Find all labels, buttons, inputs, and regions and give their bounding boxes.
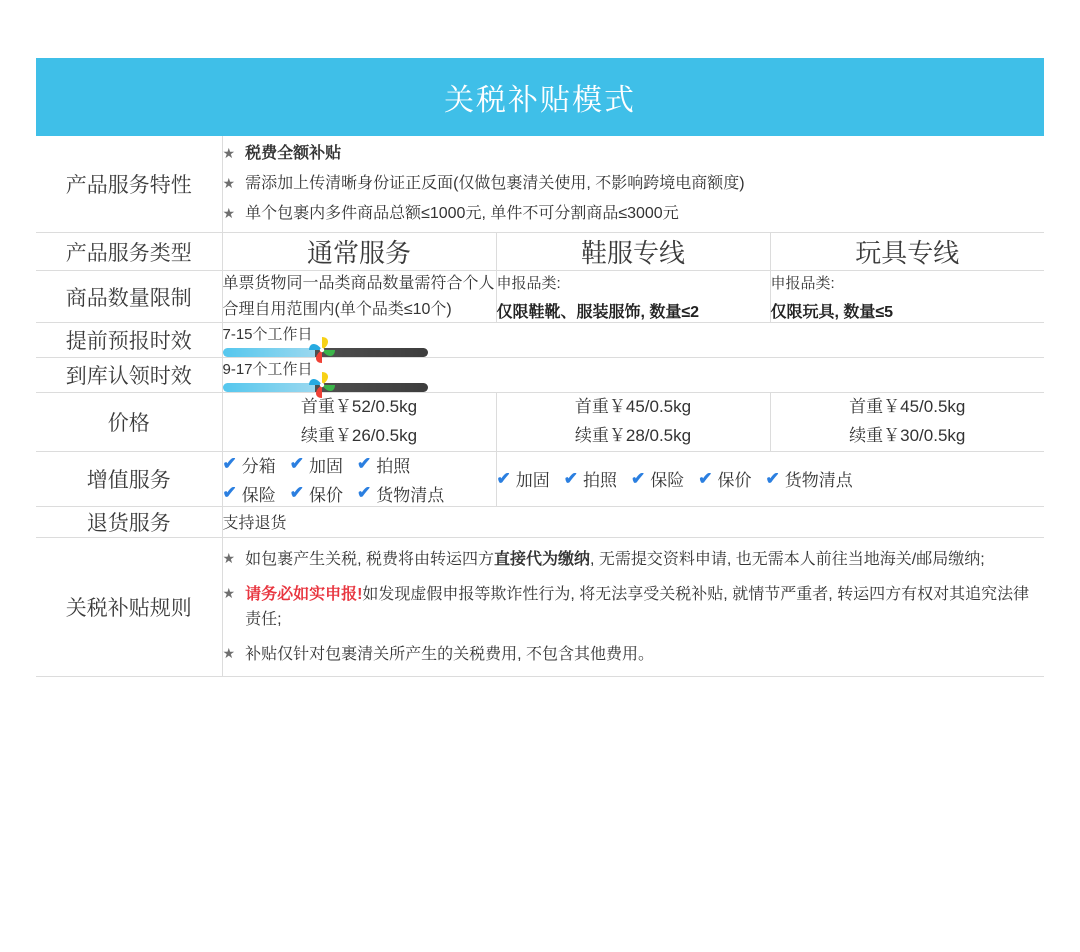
declaration-title: 申报品类: [770, 274, 835, 292]
value-added-special-lines [496, 451, 1044, 506]
list-item [357, 481, 444, 506]
rules-cell [222, 537, 1044, 676]
warehouse-claim-cell [222, 358, 1044, 393]
quantity-limit-text: 单票货物同一品类商品数量需符合个人合理自用范围内(单个品类≤10个) [222, 275, 495, 318]
row-label-returns: 退货服务 [36, 506, 222, 537]
check-icon: ✔ [289, 454, 304, 474]
rule-text-part-bold: 直接代为缴纳 [493, 550, 590, 568]
row-label-features: 产品服务特性 [36, 136, 222, 233]
list-item [223, 481, 276, 506]
row-label-rules: 关税补贴规则 [36, 537, 222, 676]
star-icon: ★ [222, 205, 236, 221]
table-row [36, 271, 1044, 323]
price-first-weight: 首重￥45/0.5kg [849, 397, 966, 417]
feature-text: 税费全额补贴 [245, 145, 342, 162]
price-extra-weight: 续重￥26/0.5kg [300, 426, 418, 446]
returns-value: 支持退货 [222, 506, 1044, 537]
list-item [497, 466, 550, 491]
price-first-weight: 首重￥52/0.5kg [300, 397, 418, 417]
table-row [36, 358, 1044, 393]
list-item [290, 452, 343, 477]
tariff-subsidy-table [36, 58, 1044, 677]
list-item [564, 466, 617, 491]
table-row [36, 233, 1044, 271]
advance-forecast-slider[interactable] [223, 348, 428, 357]
row-label-warehouse-claim: 到库认领时效 [36, 358, 222, 393]
rule-item [223, 547, 1045, 573]
row-label-quantity-limit: 商品数量限制 [36, 271, 222, 323]
row-label-value-added: 增值服务 [36, 451, 222, 506]
table-row [36, 136, 1044, 233]
price-first-weight: 首重￥45/0.5kg [574, 397, 692, 417]
rule-text-part: , 无需提交资料申请, 也无需本人前往当地海关/邮局缴纳; [589, 550, 985, 568]
advance-forecast-value: 7-15个工作日 [222, 326, 313, 344]
star-icon: ★ [222, 175, 236, 191]
service-type-toys: 玩具专线 [770, 233, 1044, 271]
declaration-title: 申报品类: [496, 274, 561, 292]
rule-text-part: 如发现虚假申报等欺诈性行为, 将无法享受关税补贴, 就情节严重者, 转运四方有权对其追究法律责任; [245, 585, 1030, 629]
list-item [766, 466, 853, 491]
main-table [36, 136, 1044, 677]
warehouse-claim-value: 9-17个工作日 [222, 361, 313, 379]
feature-text: 需添加上传清晰身份证正反面(仅做包裹清关使用, 不影响跨境电商额度) [245, 175, 745, 192]
quantity-limit-shoes-apparel [496, 271, 770, 323]
star-icon: ★ [222, 145, 236, 161]
rule-text [245, 582, 1044, 633]
table-header [36, 58, 1044, 136]
table-row [36, 393, 1044, 452]
value-added-list [497, 466, 1045, 491]
pinwheel-icon[interactable] [307, 370, 337, 400]
list-item [631, 466, 684, 491]
check-icon: ✔ [631, 468, 646, 488]
vas-label: 加固 [309, 456, 343, 476]
vas-label: 加固 [515, 471, 550, 491]
rule-text-part: 如包裹产生关税, 税费将由转运四方 [245, 550, 494, 568]
rule-text-part: 补贴仅针对包裹清关所产生的关税费用, 不包含其他费用。 [245, 645, 654, 663]
table-row [36, 537, 1044, 676]
service-type-general: 通常服务 [222, 233, 496, 271]
table-row [36, 451, 1044, 506]
feature-text: 单个包裹内多件商品总额≤1000元, 单件不可分割商品≤3000元 [245, 205, 679, 222]
vas-label: 货物清点 [784, 471, 853, 491]
vas-label: 保价 [717, 471, 752, 491]
vas-label: 分箱 [241, 456, 276, 476]
feature-item [223, 142, 1045, 166]
value-added-list [223, 452, 453, 506]
rule-item [223, 642, 1045, 668]
check-icon: ✔ [357, 483, 372, 503]
price-toys [770, 393, 1044, 452]
row-label-service-type: 产品服务类型 [36, 233, 222, 271]
rule-text [245, 547, 985, 573]
check-icon: ✔ [357, 454, 372, 474]
table-row [36, 323, 1044, 358]
page-title: 关税补贴模式 [444, 84, 636, 117]
warehouse-claim-slider[interactable] [223, 383, 428, 392]
features-cell [222, 136, 1044, 233]
check-icon: ✔ [222, 483, 237, 503]
feature-item [223, 172, 1045, 196]
vas-label: 保险 [241, 485, 276, 505]
quantity-limit-toys [770, 271, 1044, 323]
star-icon: ★ [222, 584, 236, 601]
vas-label: 保价 [309, 485, 343, 505]
feature-item [223, 202, 1045, 226]
check-icon: ✔ [563, 468, 578, 488]
check-icon: ✔ [289, 483, 304, 503]
check-icon: ✔ [496, 468, 511, 488]
advance-forecast-cell [222, 323, 1044, 358]
star-icon: ★ [222, 644, 236, 661]
list-item [290, 481, 343, 506]
check-icon: ✔ [222, 454, 237, 474]
star-icon: ★ [222, 549, 236, 566]
rule-text-part-warning: 请务必如实申报! [245, 585, 363, 603]
table-row [36, 506, 1044, 537]
price-shoes-apparel [496, 393, 770, 452]
row-label-advance-forecast: 提前预报时效 [36, 323, 222, 358]
vas-label: 货物清点 [376, 485, 445, 505]
declaration-body: 仅限玩具, 数量≤5 [770, 303, 894, 321]
list-item [357, 452, 410, 477]
row-label-price: 价格 [36, 393, 222, 452]
pinwheel-icon[interactable] [307, 335, 337, 365]
vas-label: 保险 [650, 471, 685, 491]
check-icon: ✔ [698, 468, 713, 488]
list-item [223, 452, 276, 477]
vas-label: 拍照 [583, 471, 617, 491]
price-extra-weight: 续重￥30/0.5kg [849, 426, 966, 446]
service-type-shoes-apparel: 鞋服专线 [496, 233, 770, 271]
price-extra-weight: 续重￥28/0.5kg [574, 426, 692, 446]
quantity-limit-general [222, 271, 496, 323]
rule-text [245, 642, 654, 668]
vas-label: 拍照 [376, 456, 411, 476]
check-icon: ✔ [765, 468, 780, 488]
declaration-body: 仅限鞋靴、服装服饰, 数量≤2 [496, 303, 700, 321]
list-item [698, 466, 751, 491]
value-added-general [222, 451, 496, 506]
price-general [222, 393, 496, 452]
rule-item [223, 582, 1045, 633]
